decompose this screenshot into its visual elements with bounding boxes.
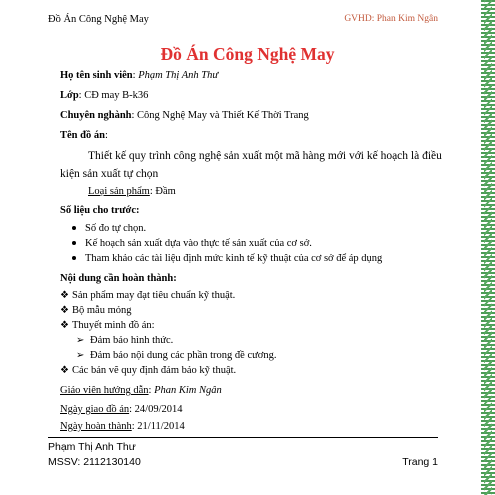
footer-divider — [48, 437, 438, 438]
major-label: Chuyên nghành — [60, 110, 132, 121]
footer-mssv: MSSV: 2112130140 — [48, 456, 141, 468]
major-line: Chuyên nghành: Công Nghệ May và Thiết Kế Thời Trang — [60, 110, 309, 121]
topic-text: Thiết kế quy trình công nghệ sản xuất một mã hàng mới với kế hoạch là điều kiện sản xuất tự chọn — [60, 150, 442, 180]
assign-date-line: Ngày giao đồ án: 24/09/2014 — [60, 404, 183, 415]
product-label: Loại sản phẩm — [88, 186, 150, 197]
teacher-line: Giáo viên hướng dẫn: Phan Kim Ngân — [60, 385, 222, 396]
topic-label: Tên đồ án — [60, 130, 105, 141]
product-value: Đầm — [155, 186, 176, 197]
teacher-value: Phan Kim Ngân — [154, 385, 222, 396]
list-item: ❖ Thuyết minh đồ án: — [60, 320, 155, 331]
list-item: ❖ Các bản vẽ quy định đảm bảo kỹ thuật. — [60, 365, 237, 376]
teacher-label: Giáo viên hướng dẫn — [60, 385, 149, 396]
list-item: Tham khảo các tài liệu định mức kinh tế kỹ thuật của cơ sở để áp dụng — [72, 253, 382, 264]
student-value: Phạm Thị Anh Thư — [138, 70, 219, 81]
page-header — [48, 14, 438, 30]
sub-list-item: ➢ Đảm bảo hình thức. — [76, 335, 174, 346]
list-item: Kế hoạch sản xuất dựa vào thực tế sản xuất của cơ sở. — [72, 238, 312, 249]
class-line: Lớp: CĐ may B-k36 — [60, 90, 149, 101]
student-label: Họ tên sinh viên — [60, 70, 133, 81]
major-value: Công Nghệ May và Thiết Kế Thời Trang — [137, 110, 309, 121]
finish-date-value: 21/11/2014 — [137, 421, 185, 432]
header-left: Đồ Án Công Nghệ May — [48, 14, 149, 25]
student-line: Họ tên sinh viên: Phạm Thị Anh Thư — [60, 70, 219, 81]
class-label: Lớp — [60, 90, 79, 101]
data-section-label: Số liệu cho trước — [60, 205, 136, 216]
assign-date-value: 24/09/2014 — [134, 404, 183, 415]
document-title: Đồ Án Công Nghệ May — [160, 44, 335, 64]
list-item: ❖ Bộ mẫu mỏng — [60, 305, 132, 316]
list-item: Số đo tự chọn. — [72, 223, 146, 234]
header-right: GVHD: Phan Kim Ngân — [344, 14, 438, 24]
topic-label-line: Tên đồ án: — [60, 130, 108, 141]
footer-name: Phạm Thị Anh Thư — [48, 441, 136, 453]
finish-date-label: Ngày hoàn thành — [60, 421, 132, 432]
footer-page-number: Trang 1 — [402, 456, 438, 468]
finish-date-line: Ngày hoàn thành: 21/11/2014 — [60, 421, 185, 432]
product-line: Loại sản phẩm: Đầm — [88, 186, 176, 197]
content-section-heading: Nội dung cần hoàn thành: — [60, 273, 177, 284]
sub-list-item: ➢ Đảm bảo nội dung các phần trong đề cương. — [76, 350, 277, 361]
class-value: CĐ may B-k36 — [84, 90, 149, 101]
assign-date-label: Ngày giao đồ án — [60, 404, 130, 415]
decorative-border — [481, 0, 495, 495]
content-section-label: Nội dung cần hoàn thành — [60, 273, 174, 284]
list-item: ❖ Sản phẩm may đạt tiêu chuẩn kỹ thuật. — [60, 290, 236, 301]
data-section-heading: Số liệu cho trước: — [60, 205, 140, 216]
